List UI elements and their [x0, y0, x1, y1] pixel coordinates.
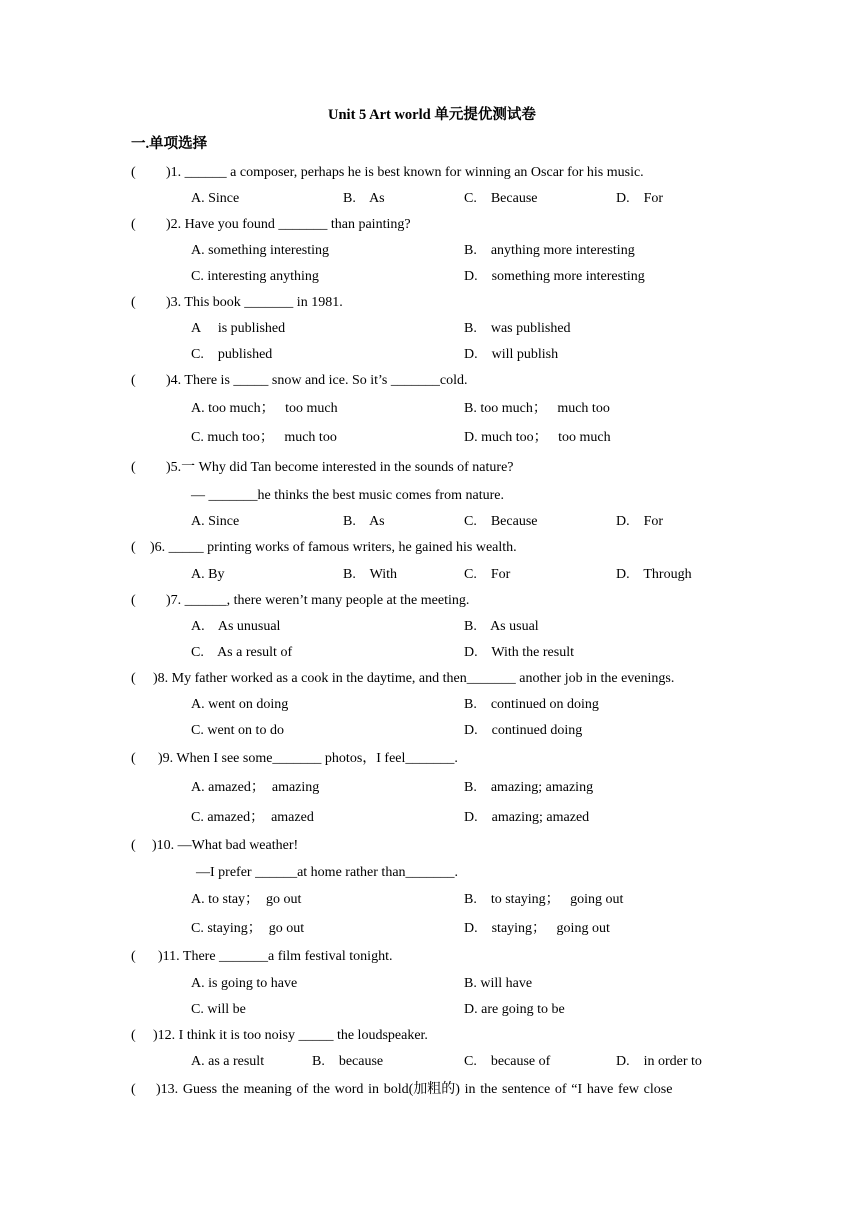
option-b: B. With [343, 567, 398, 582]
answer-paren: ( [131, 217, 136, 232]
option-d: D. something more interesting [464, 269, 645, 284]
option-a: A. Since [191, 191, 240, 206]
option-c: C. because of [464, 1054, 551, 1069]
option-d: D. are going to be [464, 1002, 565, 1017]
option-c: C. As a result of [191, 645, 293, 660]
answer-paren: ( [131, 949, 136, 964]
answer-paren: ( [131, 165, 136, 180]
question-stem: )12. I think it is too noisy _____ the loudspeaker. [153, 1028, 428, 1043]
option-c: C. Because [464, 514, 538, 529]
option-c: C. went on to do [191, 723, 284, 738]
answer-paren: ( [131, 593, 136, 608]
option-b: B. continued on doing [464, 697, 599, 712]
option-d: D. For [616, 514, 664, 529]
option-d: D. continued doing [464, 723, 583, 738]
option-b: B. amazing; amazing [464, 780, 594, 795]
option-a: A. as a result [191, 1054, 265, 1069]
answer-paren: ( [131, 540, 136, 555]
option-d: D. amazing; amazed [464, 810, 590, 825]
option-a: A. As unusual [191, 619, 281, 634]
question-stem: )10. —What bad weather! [152, 838, 299, 853]
answer-paren: ( [131, 460, 136, 475]
option-d: D. will publish [464, 347, 559, 362]
question-stem: )2. Have you found _______ than painting? [166, 217, 411, 232]
option-a: A. Since [191, 514, 240, 529]
option-d: D. staying； going out [464, 921, 610, 936]
question-stem: )6. _____ printing works of famous writers, he gained his wealth. [150, 540, 517, 555]
option-a: A. By [191, 567, 225, 582]
option-c: C. will be [191, 1002, 246, 1017]
option-c: C. For [464, 567, 511, 582]
section-heading: 一.单项选择 [131, 136, 208, 152]
answer-paren: ( [131, 1082, 136, 1097]
question-stem: )5.一 Why did Tan become interested in the sounds of nature? [166, 460, 514, 475]
option-b: B. to staying； going out [464, 892, 624, 907]
answer-paren: ( [131, 751, 136, 766]
question-stem: )3. This book _______ in 1981. [166, 295, 343, 310]
question-stem: )9. When I see some_______ photos，I feel_______. [158, 751, 458, 766]
option-a: A. went on doing [191, 697, 289, 712]
option-c: C. staying； go out [191, 921, 305, 936]
answer-paren: ( [131, 373, 136, 388]
option-b: B. was published [464, 321, 571, 336]
question-stem: )7. ______, there weren’t many people at the meeting. [166, 593, 470, 608]
option-c: C. Because [464, 191, 538, 206]
option-c: C. interesting anything [191, 269, 319, 284]
option-c: C. published [191, 347, 273, 362]
option-b: B. As usual [464, 619, 539, 634]
option-d: D. much too； too much [464, 430, 611, 445]
option-b: B. because [312, 1054, 384, 1069]
question-stem: )11. There _______a film festival tonight. [158, 949, 393, 964]
option-d: D. For [616, 191, 664, 206]
option-c: C. amazed； amazed [191, 810, 314, 825]
question-stem: )13. Guess the meaning of the word in bold(加粗的) in the sentence of “I have few close [156, 1082, 673, 1097]
option-b: B. anything more interesting [464, 243, 635, 258]
answer-paren: ( [131, 295, 136, 310]
question-stem: )4. There is _____ snow and ice. So it’s _______cold. [166, 373, 468, 388]
option-a: A. too much； too much [191, 401, 338, 416]
question-stem: )1. ______ a composer, perhaps he is best known for winning an Oscar for his music. [166, 165, 644, 180]
option-d: D. Through [616, 567, 692, 582]
answer-paren: ( [131, 838, 136, 853]
page-title: Unit 5 Art world 单元提优测试卷 [328, 107, 536, 123]
option-d: D. With the result [464, 645, 574, 660]
option-a: A. is going to have [191, 976, 298, 991]
option-a: A is published [191, 321, 286, 336]
answer-paren: ( [131, 671, 136, 686]
option-c: C. much too； much too [191, 430, 337, 445]
answer-paren: ( [131, 1028, 136, 1043]
question-stem-line-2: —I prefer ______at home rather than_______. [196, 865, 459, 880]
question-stem-line-2: — _______he thinks the best music comes from nature. [191, 488, 504, 503]
option-b: B. As [343, 514, 385, 529]
option-b: B. will have [464, 976, 533, 991]
option-b: B. As [343, 191, 385, 206]
option-a: A. something interesting [191, 243, 330, 258]
option-b: B. too much； much too [464, 401, 610, 416]
option-a: A. to stay； go out [191, 892, 302, 907]
option-a: A. amazed； amazing [191, 780, 320, 795]
option-d: D. in order to [616, 1054, 702, 1069]
question-stem: )8. My father worked as a cook in the daytime, and then_______ another job in the evenings. [153, 671, 675, 686]
